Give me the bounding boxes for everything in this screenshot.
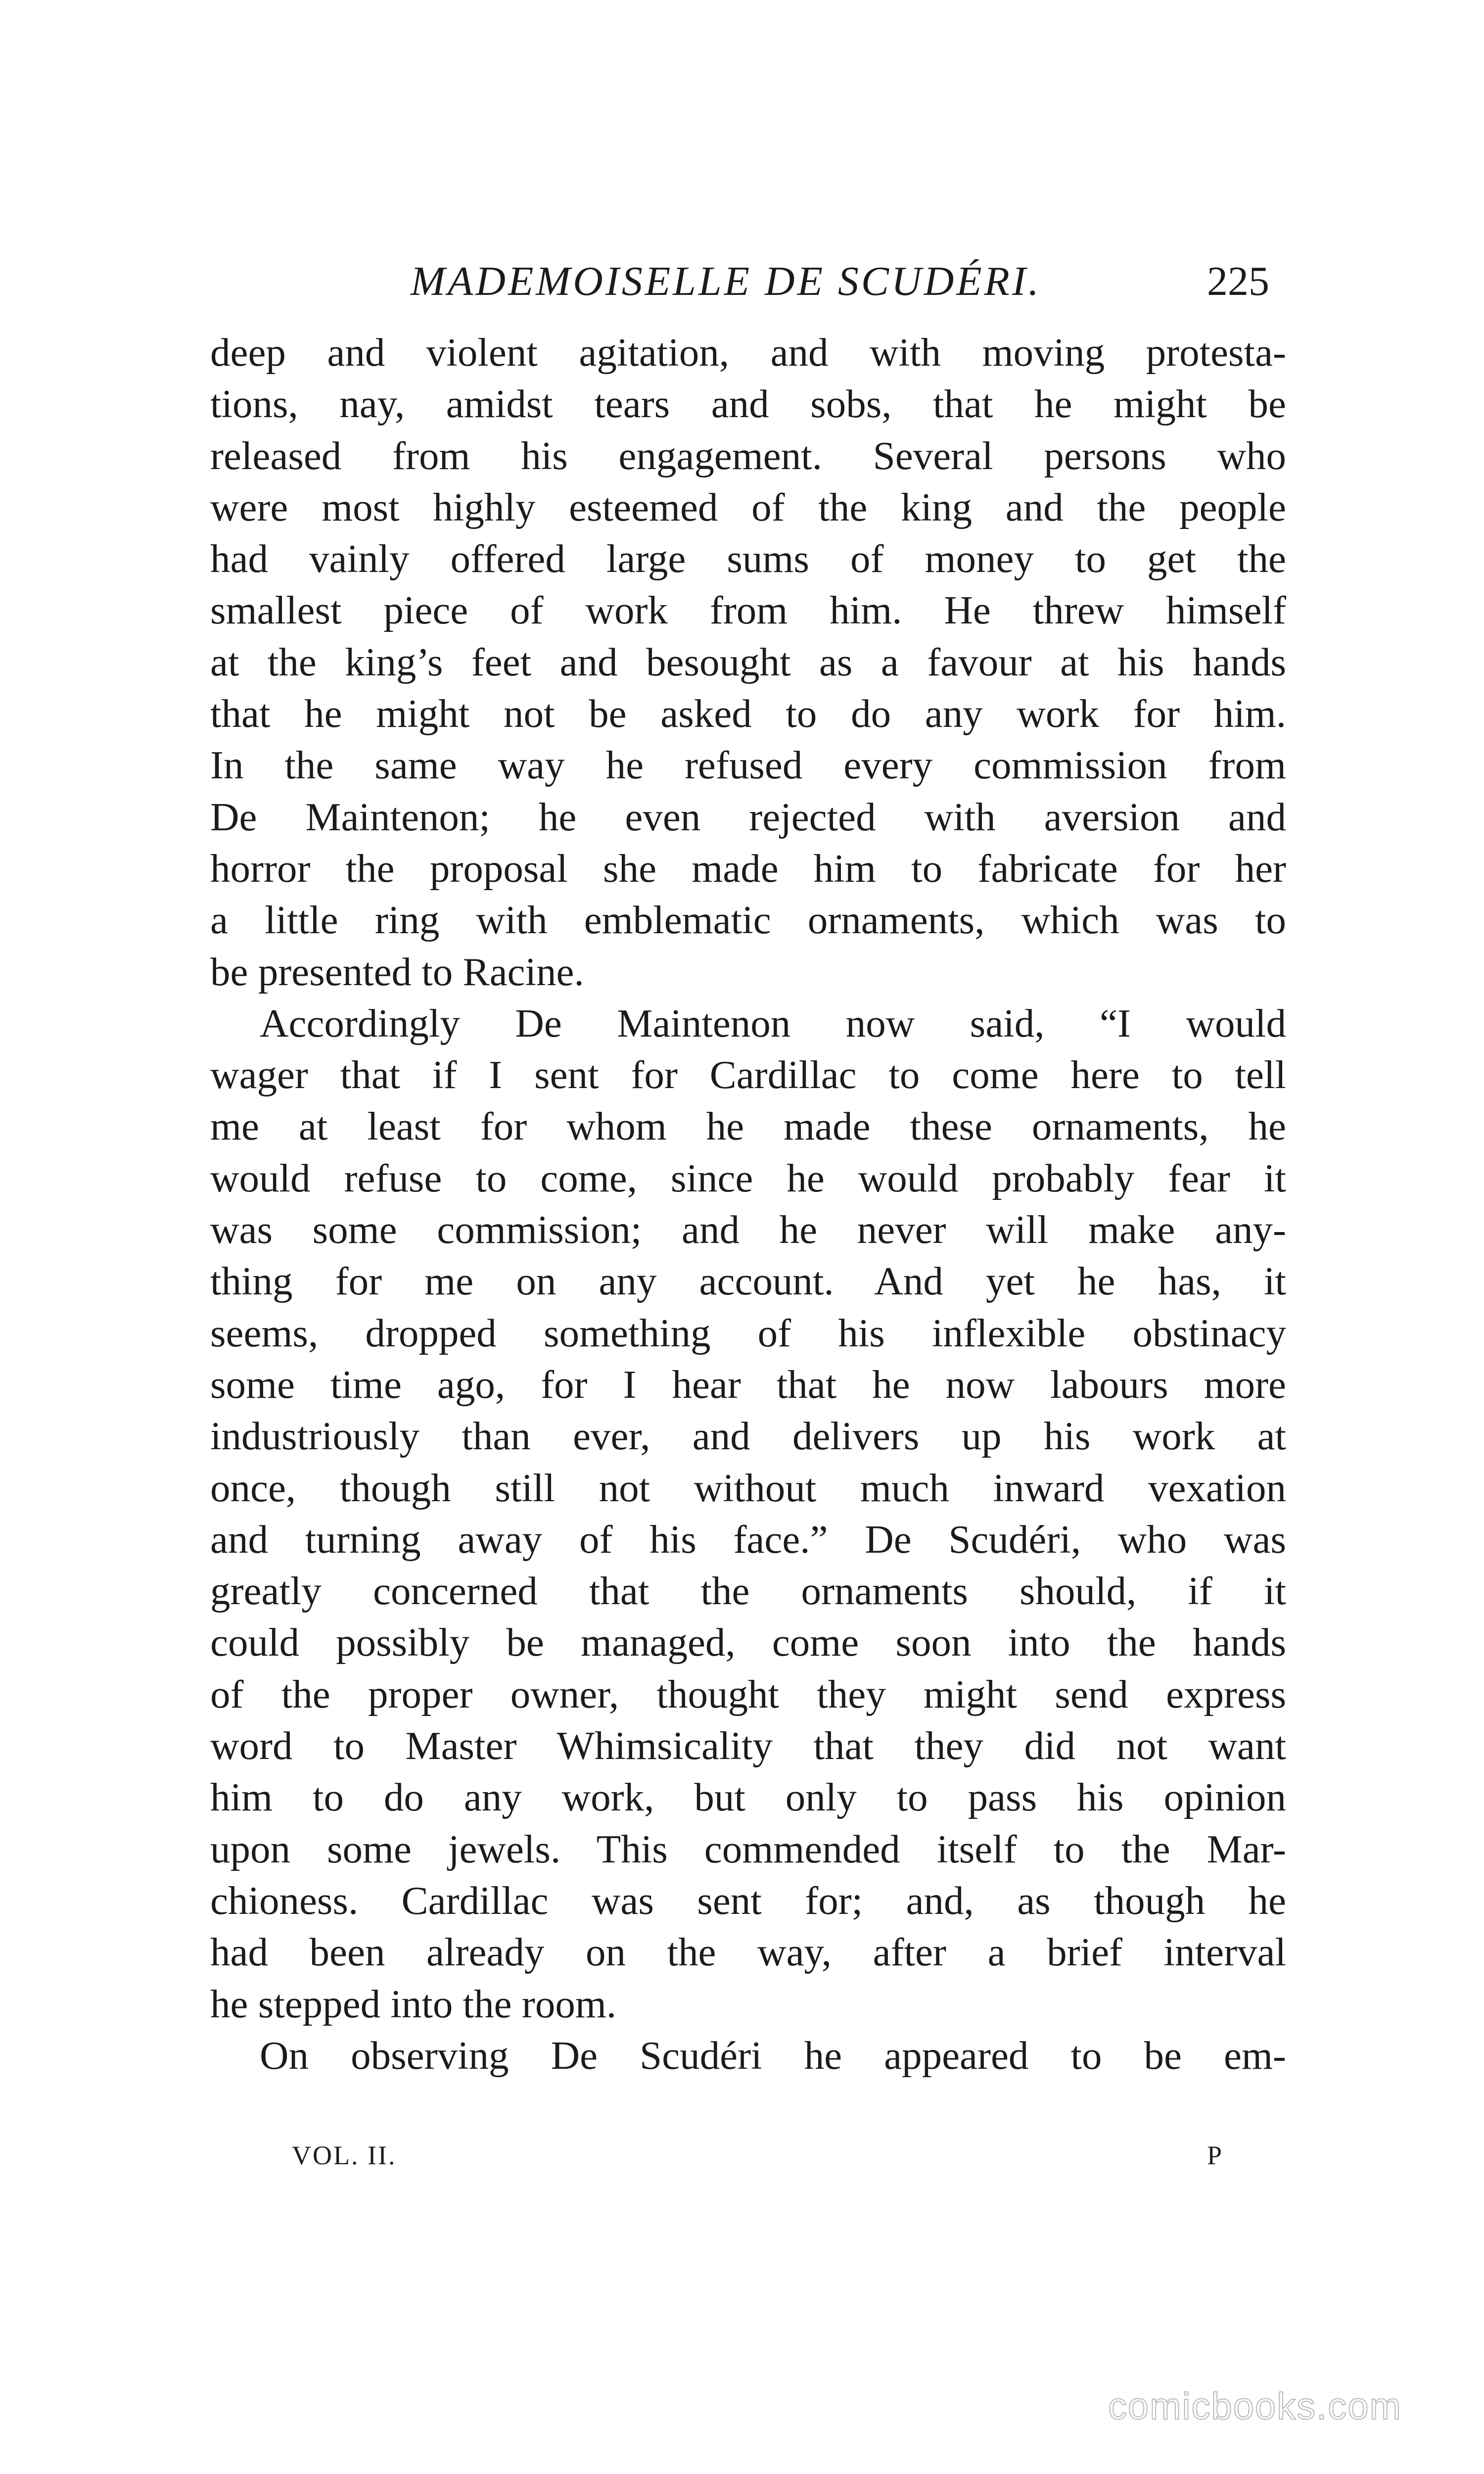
text-line: he stepped into the room.: [210, 1981, 617, 2026]
text-line: deep and violent agitation, and with moving protesta-: [210, 330, 1286, 375]
text-line: were most highly esteemed of the king and the people: [210, 484, 1286, 529]
text-line: me at least for whom he made these ornaments, he: [210, 1104, 1286, 1149]
text-line: some time ago, for I hear that he now labours more: [210, 1362, 1286, 1407]
page-header: [0, 257, 1484, 317]
text-line: would refuse to come, since he would probably fear it: [210, 1155, 1286, 1200]
text-line: industriously than ever, and delivers up his work at: [210, 1414, 1286, 1459]
volume-mark: VOL. II.: [292, 2141, 397, 2170]
signature-mark: P: [1207, 2141, 1224, 2170]
text-line: at the king’s feet and besought as a favour at his hands: [210, 639, 1286, 684]
text-line: that he might not be asked to do any work for him.: [210, 691, 1286, 736]
text-line: seems, dropped something of his inflexible obstinacy: [210, 1310, 1286, 1355]
text-line: was some commission; and he never will make any-: [210, 1207, 1286, 1252]
watermark: comicbooks.com: [1108, 2385, 1402, 2427]
text-line: released from his engagement. Several persons who: [210, 433, 1286, 478]
text-line: horror the proposal she made him to fabricate for her: [210, 846, 1286, 891]
text-line: be presented to Racine.: [210, 949, 584, 994]
text-line: thing for me on any account. And yet he has, it: [210, 1259, 1286, 1304]
text-line: On observing De Scudéri he appeared to be em-: [260, 2033, 1286, 2078]
text-line: upon some jewels. This commended itself to the Mar-: [210, 1826, 1286, 1871]
text-line: once, though still not without much inward vexation: [210, 1465, 1286, 1510]
text-line: had vainly offered large sums of money to get the: [210, 536, 1286, 581]
text-line: him to do any work, but only to pass his opinion: [210, 1775, 1286, 1820]
page-footer: [0, 2140, 1484, 2180]
text-line: word to Master Whimsicality that they did not want: [210, 1723, 1286, 1768]
text-line: In the same way he refused every commission from: [210, 743, 1286, 788]
text-line: smallest piece of work from him. He threw himself: [210, 588, 1286, 633]
text-line: had been already on the way, after a brief interval: [210, 1930, 1286, 1975]
text-line: wager that if I sent for Cardillac to come here to tell: [210, 1052, 1286, 1097]
text-line: chioness. Cardillac was sent for; and, as though he: [210, 1878, 1286, 1923]
text-line: could possibly be managed, come soon into the hands: [210, 1620, 1286, 1665]
text-line: De Maintenon; he even rejected with aversion and: [210, 794, 1286, 839]
text-line: and turning away of his face.” De Scudéri, who was: [210, 1517, 1286, 1562]
running-title: MADEMOISELLE DE SCUDÉRI.: [411, 258, 1041, 304]
text-line: a little ring with emblematic ornaments, which was to: [210, 898, 1286, 943]
body-text: [210, 327, 1286, 2081]
text-line: greatly concerned that the ornaments should, if it: [210, 1569, 1286, 1614]
text-line: of the proper owner, thought they might send express: [210, 1671, 1286, 1716]
page-number: 225: [1207, 258, 1269, 304]
text-line: tions, nay, amidst tears and sobs, that he might be: [210, 381, 1286, 427]
text-line: Accordingly De Maintenon now said, “I would: [260, 1000, 1286, 1046]
